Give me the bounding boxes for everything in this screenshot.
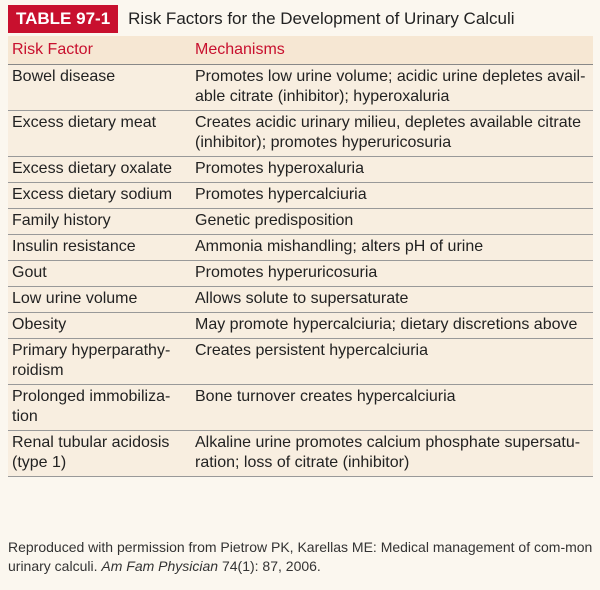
table-row [8, 235, 593, 261]
footnote-journal: Am Fam Physician [101, 558, 219, 574]
mechanism-cell: Promotes hyperuricosuria [195, 264, 378, 281]
risk-factor-cell: Renal tubular acidosis (type 1) [12, 434, 170, 471]
table-row [8, 65, 593, 111]
table-footnote [8, 538, 593, 576]
mechanism-cell: Promotes hyperoxaluria [195, 160, 364, 177]
table-row [8, 313, 593, 339]
mechanism-cell: Ammonia mishandling; alters pH of urine [195, 238, 484, 255]
risk-factor-cell: Excess dietary meat [12, 114, 157, 131]
footnote-text-before: Reproduced with permission from Pietrow PK, Karellas ME: Medical management of com-mon urinary calculi. [8, 539, 593, 574]
footnote-text-after: 74(1): 87, 2006. [218, 558, 321, 574]
mechanism-cell: Creates acidic urinary milieu, depletes available citrate (inhibitor); promotes hyperuricosuria [195, 114, 581, 151]
table-row [8, 431, 593, 477]
risk-factor-cell: Excess dietary oxalate [12, 160, 173, 177]
mechanism-cell: Promotes hypercalciuria [195, 186, 367, 203]
table-row [8, 111, 593, 157]
table-row [8, 385, 593, 431]
table-number-tag: TABLE 97-1 [8, 5, 118, 33]
table-row [8, 209, 593, 235]
risk-factor-cell: Prolonged immobiliza-tion [12, 388, 171, 425]
mechanism-cell: May promote hypercalciuria; dietary discretions above [195, 316, 578, 333]
mechanism-cell: Allows solute to supersaturate [195, 290, 409, 307]
mechanism-cell: Genetic predisposition [195, 212, 354, 229]
risk-factor-cell: Low urine volume [12, 290, 138, 307]
table-row [8, 157, 593, 183]
mechanism-cell: Alkaline urine promotes calcium phosphate supersatu-ration; loss of citrate (inhibitor) [195, 434, 581, 471]
mechanism-cell: Creates persistent hypercalciuria [195, 342, 428, 359]
column-header-mechanisms: Mechanisms [195, 41, 285, 58]
risk-factor-cell: Obesity [12, 316, 67, 333]
risk-factor-cell: Bowel disease [12, 68, 116, 85]
table-row [8, 287, 593, 313]
mechanism-cell: Promotes low urine volume; acidic urine depletes avail-able citrate (inhibitor); hyperoxaluria [195, 68, 586, 105]
risk-factor-cell: Insulin resistance [12, 238, 136, 255]
risk-factor-cell: Gout [12, 264, 47, 281]
table-header-row [8, 36, 593, 65]
risk-factor-cell: Primary hyperparathy-roidism [12, 342, 171, 379]
table-title-bar [8, 4, 593, 34]
table-title: Risk Factors for the Development of Urinary Calculi [128, 9, 515, 28]
column-header-risk-factor: Risk Factor [12, 41, 93, 58]
mechanism-cell: Bone turnover creates hypercalciuria [195, 388, 456, 405]
risk-factors-table [8, 36, 593, 477]
risk-factor-cell: Family history [12, 212, 111, 229]
risk-factor-cell: Excess dietary sodium [12, 186, 173, 203]
table-row [8, 261, 593, 287]
table-row [8, 183, 593, 209]
table-row [8, 339, 593, 385]
